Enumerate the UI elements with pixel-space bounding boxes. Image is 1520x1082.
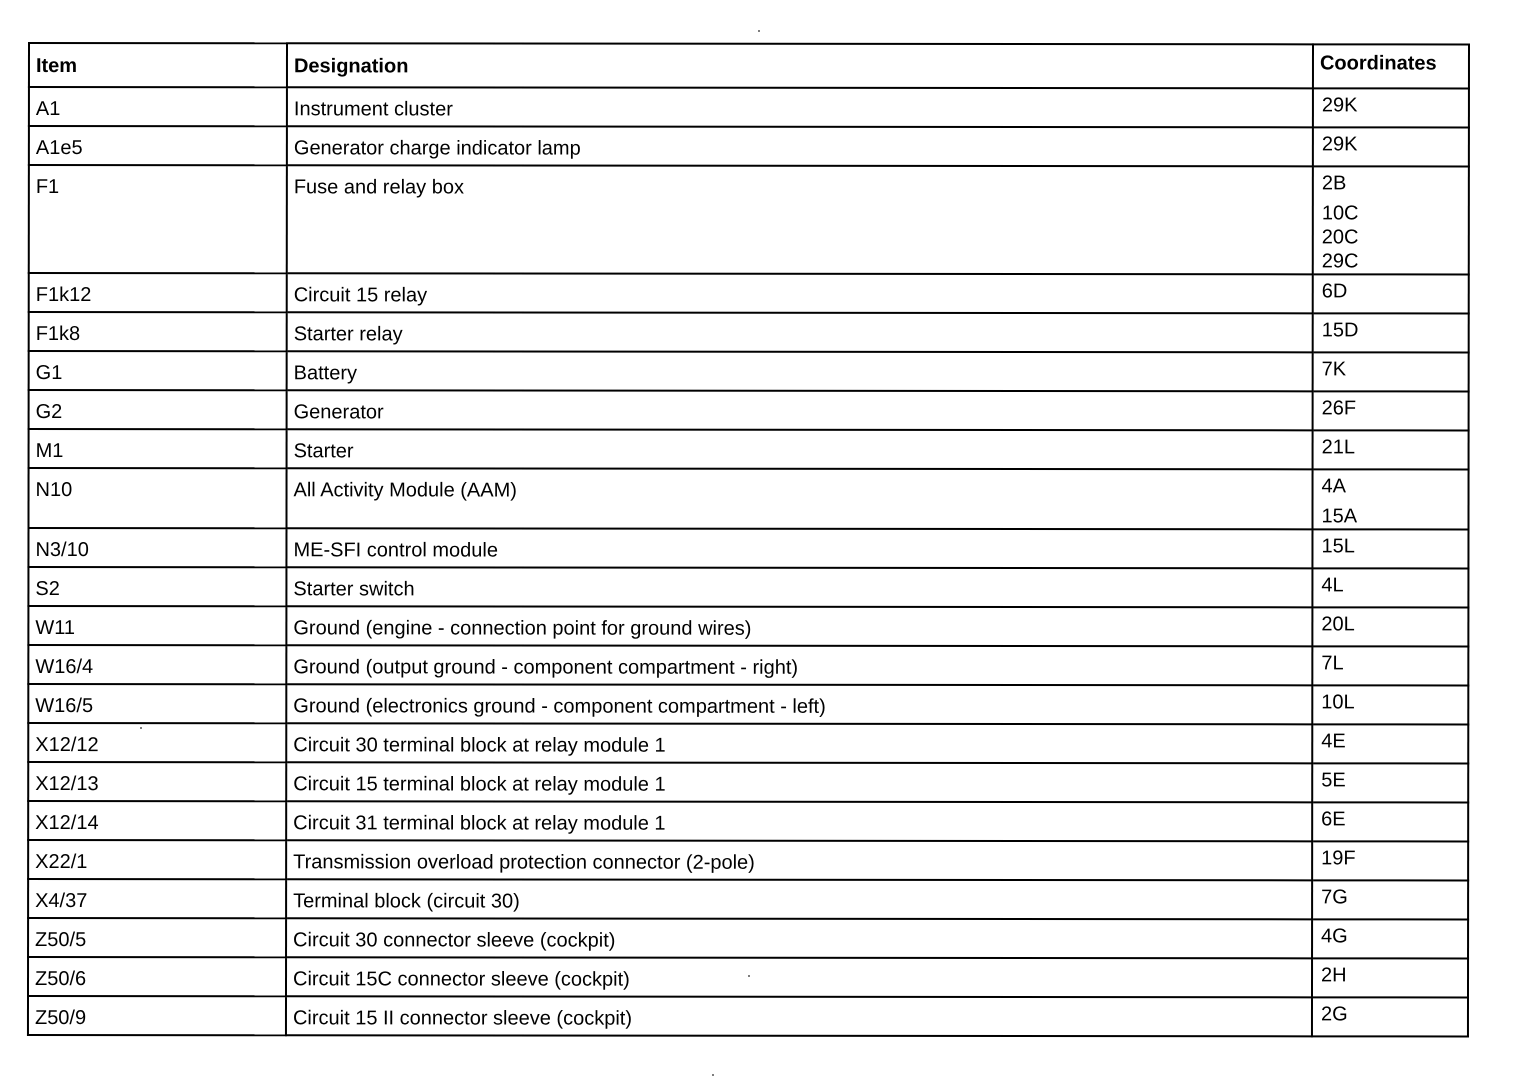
table-row [28,528,1468,569]
coordinate-value: 7G [1321,886,1348,909]
cell-item: Z50/5 [28,918,286,957]
coordinate-value: 29K [1321,133,1358,156]
cell-item: X12/12 [28,723,286,762]
cell-item: G2 [29,390,287,429]
table-row [29,126,1469,167]
cell-item: F1k8 [29,312,287,351]
table-row [28,918,1468,959]
table-row [29,429,1469,470]
coordinate-value: 26F [1321,397,1357,420]
cell-designation: Ground (output ground - component compartment - right) [286,645,1312,685]
cell-designation: Circuit 15 terminal block at relay module 1 [286,762,1312,802]
coordinate-value: 2B [1321,172,1347,195]
cell-designation: Starter [287,429,1313,469]
cell-coordinates [1312,469,1468,529]
cell-designation: Starter relay [287,312,1313,352]
cell-designation: Circuit 31 terminal block at relay module 1 [286,801,1312,841]
table-body [28,87,1469,1037]
cell-coordinates [1312,646,1468,685]
cell-item: A1e5 [29,126,287,165]
cell-coordinates [1313,391,1469,430]
header-coordinates: Coordinates [1313,44,1469,88]
cell-coordinates [1312,529,1468,568]
cell-designation: Battery [287,351,1313,391]
coordinate-value: 6E [1321,808,1346,831]
coordinate-value: 21L [1321,436,1355,459]
coordinate-value: 15D [1321,319,1359,342]
cell-coordinates [1312,724,1468,763]
table-row [28,879,1468,920]
cell-designation: Starter switch [286,567,1312,607]
cell-designation: Ground (electronics ground - component compartment - left) [286,684,1312,724]
table-row [29,351,1469,392]
cell-coordinates [1312,841,1468,880]
cell-item: X12/14 [28,801,286,840]
cell-designation: Circuit 30 terminal block at relay module 1 [286,723,1312,763]
cell-coordinates [1313,430,1469,469]
cell-coordinates [1312,763,1468,802]
table-row [29,273,1469,314]
scan-speck [712,1074,714,1076]
table-row [28,801,1468,842]
scan-speck [758,30,760,32]
cell-coordinates [1313,352,1469,391]
cell-designation: Transmission overload protection connector (2-pole) [286,840,1312,880]
table-header-row [29,43,1469,89]
cell-coordinates [1313,88,1469,127]
coordinate-value: 4L [1321,574,1344,597]
coordinate-value: 6D [1321,280,1348,303]
cell-coordinates [1313,166,1469,274]
cell-item: Z50/9 [28,996,286,1035]
cell-designation: Generator charge indicator lamp [287,126,1313,166]
table-row [29,87,1469,128]
coordinate-value: 15A [1321,505,1358,528]
coordinate-value: 19F [1321,847,1356,870]
cell-coordinates [1312,802,1468,841]
table-row [28,762,1468,803]
cell-item: N3/10 [28,528,286,567]
cell-item: F1k12 [29,273,287,312]
coordinate-value: 20C [1321,226,1359,249]
table-row [29,312,1469,353]
cell-coordinates [1312,958,1468,997]
table-row [29,390,1469,431]
table-row [28,567,1468,608]
coordinate-value: 4A [1321,475,1347,498]
table-row [29,165,1469,275]
header-item: Item [29,43,287,87]
cell-designation: All Activity Module (AAM) [286,468,1312,529]
scan-speck [140,727,142,729]
scan-speck [748,975,750,977]
cell-coordinates [1313,274,1469,313]
cell-item: X4/37 [28,879,286,918]
cell-item: N10 [28,468,286,528]
cell-item: A1 [29,87,287,126]
cell-coordinates [1312,607,1468,646]
header-designation: Designation [287,43,1313,88]
table-row [28,996,1468,1037]
coordinate-value: 29C [1321,250,1359,273]
cell-item: W11 [28,606,286,645]
cell-designation: Ground (engine - connection point for ground wires) [286,606,1312,646]
table-row [28,684,1468,725]
table-row [28,840,1468,881]
cell-item: M1 [29,429,287,468]
coordinate-value: 15L [1321,535,1355,558]
table-row [28,606,1468,647]
cell-designation: Terminal block (circuit 30) [286,879,1312,919]
cell-coordinates [1312,880,1468,919]
cell-designation: Circuit 15C connector sleeve (cockpit) [286,957,1312,997]
cell-coordinates [1312,568,1468,607]
component-legend-table [27,42,1470,1038]
coordinate-value: 7K [1321,358,1347,381]
cell-item: W16/5 [28,684,286,723]
cell-designation: Generator [287,390,1313,430]
cell-coordinates [1313,313,1469,352]
cell-designation: Circuit 15 II connector sleeve (cockpit) [286,996,1312,1036]
coordinate-value: 4E [1321,730,1346,753]
coordinate-value: 10C [1321,202,1359,225]
coordinate-value: 2G [1320,1003,1348,1026]
coordinate-value: 10L [1321,691,1355,714]
cell-coordinates [1312,685,1468,724]
cell-item: X22/1 [28,840,286,879]
coordinate-value: 4G [1321,925,1348,948]
table-row [28,468,1468,530]
cell-coordinates [1312,919,1468,958]
coordinate-value: 20L [1321,613,1355,636]
table-row [28,645,1468,686]
cell-designation: Circuit 15 relay [287,273,1313,313]
table-row [28,723,1468,764]
cell-item: F1 [29,165,287,273]
cell-item: X12/13 [28,762,286,801]
cell-item: Z50/6 [28,957,286,996]
cell-item: G1 [29,351,287,390]
coordinate-value: 5E [1321,769,1346,792]
cell-designation: Circuit 30 connector sleeve (cockpit) [286,918,1312,958]
cell-designation: Fuse and relay box [287,165,1313,274]
coordinate-value: 7L [1321,652,1344,675]
cell-coordinates [1313,127,1469,166]
cell-item: S2 [28,567,286,606]
table-row [28,957,1468,998]
cell-designation: Instrument cluster [287,87,1313,127]
cell-item: W16/4 [28,645,286,684]
coordinate-value: 29K [1321,94,1358,117]
cell-coordinates [1312,997,1468,1036]
cell-designation: ME-SFI control module [286,528,1312,568]
coordinate-value: 2H [1321,964,1347,987]
